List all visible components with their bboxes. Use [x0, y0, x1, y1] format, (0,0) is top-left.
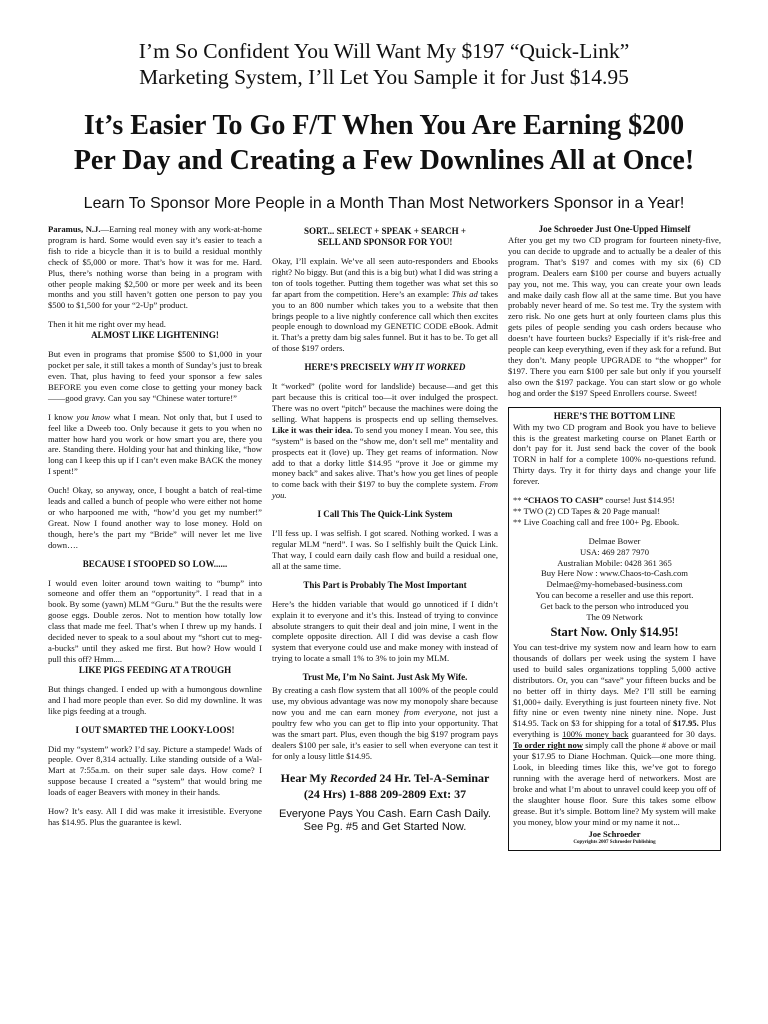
- bullet-item: ** Live Coaching call and free 100+ Pg. Ebook.: [513, 516, 680, 527]
- section-heading: I Call This The Quick-Link System: [317, 509, 453, 520]
- column-right: [508, 224, 721, 851]
- paragraph: Then it hit me right over my head.: [48, 319, 166, 330]
- headline-main-line1: It’s Easier To Go F/T When You Are Earning $200: [83, 110, 685, 141]
- section-heading: HERE’S PRECISELY WHY IT WORKED: [304, 362, 466, 373]
- reseller-note: You can become a reseller and use this report.: [535, 590, 694, 601]
- footer-callout: Everyone Pays You Cash. Earn Cash Daily. See Pg. #5 and Get Started Now.: [279, 807, 491, 833]
- contact-website: Buy Here Now : www.Chaos-to-Cash.com: [541, 568, 688, 579]
- headline-intro-line2: Marketing System, I’ll Let You Sample it for Just $14.95: [139, 65, 629, 89]
- box-heading: HERE’S THE BOTTOM LINE: [553, 410, 676, 421]
- headline-intro-line1: I’m So Confident You Will Want My $197 “Quick-Link”: [138, 39, 630, 63]
- paragraph: I know you know what I mean. Not only that, but I used to feel like a Dweeb too. Only because it gets to you when no matter how hard you work or how smart you are, there you are. Standing there. Holding your hat and thinking like, “how long can I keep this up if I can’t even make BACK the money I spent!”: [48, 411, 262, 477]
- section-heading: Trust Me, I’m No Saint. Just Ask My Wife.: [302, 672, 468, 683]
- paragraph: By creating a cash flow system that all 100% of the people could use, my obvious advantage was now my monopoly share because now you and me can earn money from everyone, not just a poultry few who you can get to flip into your opportunity. That was the smart part. Plus, even though the big $197 program pays dealers $100 per sale, it’s easier to sell when everyone can test it for only a lousy little $14.95.: [272, 685, 498, 761]
- paragraph: I would even loiter around town waiting to “bump” into someone and offer them an “opportunity”. I read that in a book. By some (yawn) MLM “Guru.” But the the results were goose eggs. Double zeros. Not to mention how totally low class that made me feel. That’s when I threw up my hands. I decided never to speak to a soul about my “short cut to meg-a-bucks” until they asked me first. But how? How would I pull this off? Hmm....: [48, 577, 262, 664]
- subheadline: Learn To Sponsor More People in a Month Than Most Networkers Sponsor in a Year!: [83, 195, 685, 212]
- paragraph: But even in programs that promise $500 to $1,000 in your pocket per sale, it still takes a month of Sunday’s just to break even. That, plus having to feed your sponsor a few sales BEFORE you even come close to getting your money back——good gravy. Can you say “Chinese water torture!”: [48, 349, 262, 403]
- headline-main: [0, 108, 768, 178]
- paragraph: Did my “system” work? I’d say. Picture a stampede! Wads of people. Over 8,314 actually. Like standing outside of a Wal-Mart at 7:55a.m. on their super sale days. How come? I suppose because I created a “system” that would bring me loads of eager Beavers with money in their hands.: [48, 743, 262, 798]
- paragraph: It “worked” (polite word for landslide) because—and get this part because this is critical too—it over indulged the prospect. There was no overt “pitch” because the machines were doing the selling. What happens is prospects end up selling themselves. Like it was their idea. To send you money I mean. You see, this “system” is based on the “show me, don’t sell me” mentality and prospects eat it (love) up. They get reams of information. Now add to that a dorky little $14.95 “prove it Joe or gimme my money back” and sakes alive. That’s how you get lines of people to come back with their $197 to buy the complete system. From you.: [272, 381, 498, 501]
- paragraph: Here’s the hidden variable that would go unnoticed if I didn’t explain it to everyone and it’s this. Instead of trying to convince absolute strangers to quit their deal and join mine, I went in the complete opposite direction. All I did was devise a cash flow system that everyone could use and make money with instead of trying to locate a small 1% to 3% to join my MLM.: [272, 598, 498, 664]
- copyright: Copyrights 2007 Schroeder Publishing: [573, 840, 656, 846]
- paragraph: How? It’s easy. All I did was make it irresistible. Everyone has $14.95. Plus the guarantee is kewl.: [48, 806, 262, 827]
- paragraph: After you get my two CD program for fourteen ninety-five, you can decide to upgrade and to actually be a dealer of this program. That’s $197 and comes with my six (6) CD program. Dealers earn $100 per course and buyers actually pay you, not me. This way, you can create your own leads and make daily cash flow all at the same time. But you have probably never heard of me. So test me. Try the system with zero risk. No one gets hurt at only fourteen clams plus this gets piles of people sending you cash orders because who doesn’t have fourteen bucks? Especially if it’s risk-free and people can keep everything, even if they ask for a refund. But they don’t. Many people UPGRADE to “the whopper” for $197. There you earn $100 per sale but only if you yourself also own the $197 package. You can start slow or go whole hog and order the $197 Speed Enrollers course. Sweet!: [508, 235, 721, 398]
- intro-paragraph: Paramus, N.J.—Earning real money with any work-at-home program is hard. Some would even say it’s easier to teach a fish to ride a bicycle than it is to build a residual monthly check of $5,000 or more. That’s how it was for me. Hard. Plus, there’s nothing worse than being in a program with other people making $2,500 or more per week and its been months and you still haven’t gotten one person to pay you $500 to $1,500 for your “2-Up” product.: [48, 224, 262, 311]
- paragraph: But things changed. I ended up with a humongous downline and I had more people than ever. So did my downline. It was like pigs feeding at a trough.: [48, 683, 262, 716]
- seminar-phone: (24 Hrs) 1-888 209-2809 Ext: 37: [303, 786, 467, 801]
- network-name: The 09 Network: [586, 612, 643, 623]
- seminar-line1: Hear My Recorded 24 Hr. Tel-A-Seminar: [280, 770, 490, 785]
- contact-name: Delmae Bower: [588, 535, 641, 546]
- section-heading: LIKE PIGS FEEDING AT A TROUGH: [78, 664, 232, 675]
- bullet-item: ** “CHAOS TO CASH” course! Just $14.95!: [513, 495, 675, 506]
- bullet-item: ** TWO (2) CD Tapes & 20 Page manual!: [513, 505, 661, 516]
- headline-main-line2: Per Day and Creating a Few Downlines All at Once!: [73, 145, 695, 176]
- contact-email: Delmae@my-homebased-business.com: [546, 579, 683, 590]
- section-heading: This Part is Probably The Most Important: [303, 579, 467, 590]
- dateline: Paramus, N.J.: [48, 224, 101, 234]
- section-heading: I OUT SMARTED THE LOOKY-LOOS!: [75, 724, 235, 735]
- paragraph: With my two CD program and Book you have to believe this is the greatest marketing course on Planet Earth or don’t pay for it. Just send back the cover of the book TORN in half for a complete 100% no-questions refund. Thirty days. Try it for thirty days and change your life forever.: [513, 421, 716, 487]
- bottom-line-box: [508, 407, 721, 852]
- paragraph: Okay, I’ll explain. We’ve all seen auto-responders and Ebooks right? No biggy. But (and this is a big but) what I did was string a ton of tools together. Putting them together was what set this so far apart from the competition. Here’s an example: This ad takes you to an 800 number which takes you to a website that then brings people to a live nightly conference call which then excites people enough to download my GENETIC CODE eBook. Admit it. That’s a pretty dam big sales funnel. But it has to be. To get all of those $197 orders.: [272, 256, 498, 354]
- section-heading: Joe Schroeder Just One-Upped Himself: [538, 224, 691, 234]
- section-heading: ALMOST LIKE LIGHTENING!: [91, 330, 219, 341]
- column-middle: [272, 226, 498, 834]
- referral-note: Get back to the person who introduced you: [540, 601, 689, 612]
- start-now-heading: Start Now. Only $14.95!: [550, 625, 679, 639]
- seminar-callout: [272, 770, 498, 802]
- contact-phone-usa: USA: 469 287 7970: [580, 546, 649, 557]
- paragraph: I’ll fess up. I was selfish. I got scared. Nothing worked. I was a regular MLM “nerd”. I was. So I selfishly built the Quick Link. That way, I could earn daily cash flow and build a residual one, all at the same time.: [272, 528, 498, 571]
- paragraph: You can test-drive my system now and learn how to earn thousands of dollars per week using the system I have used to build sales organizations toppling 5,000 active distributors. Or, you can “save” your fifteen bucks and be no better off in thirty days. Me? I’ll still be earning $1,000+ daily. Everything is just fourteen ninety five. Not fifty nine or even twenty nine ninety nine. Nope. Just $14.95. Tack on $3 for shipping for a total of $17.95. Plus everything is 100% money back guaranteed for 30 days. To order right now simply call the phone # above or mail your $17.95 to Diane Hochman. Quick—one more thing. Look, in bleeding times like this, we’ve got to forego running with the average herd of networkers. Most are broke and what I’m about to unravel could keep you off of the slaughter house floor. Sure this takes some elbow grease. But it’s simple. Bottom line? My system will make you money, blow your mind or my name it not...: [513, 642, 716, 827]
- headline-intro: [0, 38, 768, 90]
- section-heading: SORT... SELECT + SPEAK + SEARCH + SELL AND SPONSOR FOR YOU!: [303, 226, 467, 247]
- section-heading: BECAUSE I STOOPED SO LOW......: [82, 558, 228, 569]
- contact-phone-australia: Australian Mobile: 0428 361 365: [557, 557, 672, 568]
- column-left: [48, 224, 262, 836]
- signature-name: Joe Schroeder: [588, 829, 641, 840]
- paragraph: Ouch! Okay, so anyway, once, I bought a batch of real-time leads and called a bunch of people who were either not home or who harpooned me with, “how’d you get my number!” Great. Now I found another way to lose money. Hold on though, here’s the part my “Bride” will never let me live down….: [48, 485, 262, 550]
